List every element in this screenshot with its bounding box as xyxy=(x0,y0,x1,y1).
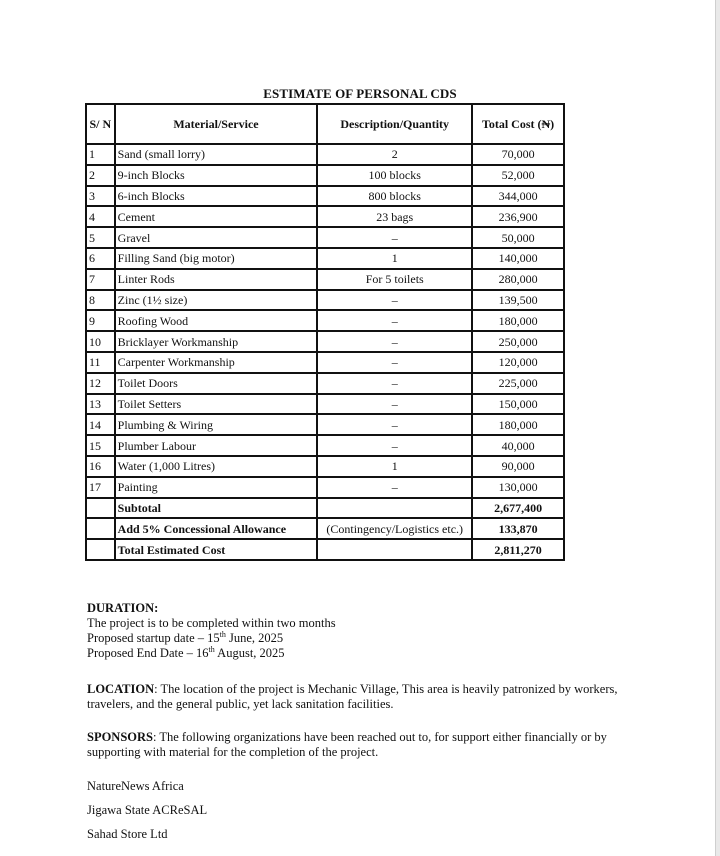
row-cost: 140,000 xyxy=(472,248,564,269)
location-heading: LOCATION xyxy=(87,682,155,696)
row-material: Carpenter Workmanship xyxy=(115,352,318,373)
row-description: 1 xyxy=(317,456,472,477)
row-sn: 10 xyxy=(86,331,115,352)
row-description: – xyxy=(317,227,472,248)
row-description: For 5 toilets xyxy=(317,269,472,290)
row-description: 800 blocks xyxy=(317,186,472,207)
row-description: – xyxy=(317,331,472,352)
table-body xyxy=(86,144,564,560)
table-row xyxy=(86,165,564,186)
row-cost: 52,000 xyxy=(472,165,564,186)
table-row xyxy=(86,206,564,227)
sponsors-section xyxy=(87,730,647,760)
row-material: Plumbing & Wiring xyxy=(115,414,318,435)
row-material: Linter Rods xyxy=(115,269,318,290)
sponsor-item: NatureNews Africa xyxy=(87,779,184,793)
row-material: Gravel xyxy=(115,227,318,248)
table-row xyxy=(86,394,564,415)
row-material: Painting xyxy=(115,477,318,498)
row-cost: 139,500 xyxy=(472,290,564,311)
table-row xyxy=(86,414,564,435)
table-row xyxy=(86,310,564,331)
row-sn: 7 xyxy=(86,269,115,290)
table-row xyxy=(86,373,564,394)
subtotal-desc-cell xyxy=(317,498,472,519)
row-sn: 1 xyxy=(86,144,115,165)
total-label: Total Estimated Cost xyxy=(115,539,318,560)
row-material: Water (1,000 Litres) xyxy=(115,456,318,477)
sponsor-item: Sahad Store Ltd xyxy=(87,827,168,841)
table-row xyxy=(86,477,564,498)
sponsors-heading: SPONSORS xyxy=(87,730,153,744)
location-section xyxy=(87,682,647,712)
table-row xyxy=(86,186,564,207)
row-description: – xyxy=(317,373,472,394)
row-sn: 2 xyxy=(86,165,115,186)
duration-heading: DURATION: xyxy=(87,601,159,615)
estimate-table xyxy=(85,103,565,561)
row-cost: 225,000 xyxy=(472,373,564,394)
total-row xyxy=(86,539,564,560)
duration-line: The project is to be completed within two months xyxy=(87,616,336,630)
row-material: Toilet Doors xyxy=(115,373,318,394)
start-date-line: Proposed startup date – 15th June, 2025 xyxy=(87,629,284,645)
header-cost: Total Cost (₦) xyxy=(472,104,564,144)
row-material: Bricklayer Workmanship xyxy=(115,331,318,352)
table-row xyxy=(86,352,564,373)
total-sn-cell xyxy=(86,539,115,560)
table-row xyxy=(86,269,564,290)
row-description: 100 blocks xyxy=(317,165,472,186)
table-row xyxy=(86,144,564,165)
row-sn: 12 xyxy=(86,373,115,394)
table-row xyxy=(86,456,564,477)
row-description: – xyxy=(317,414,472,435)
row-sn: 8 xyxy=(86,290,115,311)
header-material: Material/Service xyxy=(115,104,318,144)
sponsors-text: : The following organizations have been reached out to, for support either financially or by supporting with material for the completion of the project. xyxy=(87,730,607,759)
table-row xyxy=(86,435,564,456)
row-cost: 130,000 xyxy=(472,477,564,498)
row-cost: 180,000 xyxy=(472,414,564,435)
row-sn: 6 xyxy=(86,248,115,269)
allowance-sn-cell xyxy=(86,518,115,539)
row-sn: 3 xyxy=(86,186,115,207)
total-desc-cell xyxy=(317,539,472,560)
row-material: Zinc (1½ size) xyxy=(115,290,318,311)
row-material: 6-inch Blocks xyxy=(115,186,318,207)
allowance-label: Add 5% Concessional Allowance xyxy=(115,518,318,539)
row-cost: 250,000 xyxy=(472,331,564,352)
row-sn: 13 xyxy=(86,394,115,415)
row-sn: 9 xyxy=(86,310,115,331)
row-material: Cement xyxy=(115,206,318,227)
header-sn: S/ N xyxy=(86,104,115,144)
row-description: – xyxy=(317,310,472,331)
location-text: : The location of the project is Mechanic Village, This area is heavily patronized by workers, travelers, and the general public, yet lack sanitation facilities. xyxy=(87,682,618,711)
allowance-row xyxy=(86,518,564,539)
sponsor-item: Jigawa State ACReSAL xyxy=(87,803,208,817)
row-description: – xyxy=(317,435,472,456)
row-cost: 150,000 xyxy=(472,394,564,415)
table-header-row xyxy=(86,104,564,144)
row-cost: 280,000 xyxy=(472,269,564,290)
row-cost: 236,900 xyxy=(472,206,564,227)
row-description: 23 bags xyxy=(317,206,472,227)
row-description: 2 xyxy=(317,144,472,165)
table-row xyxy=(86,248,564,269)
row-description: – xyxy=(317,477,472,498)
row-cost: 90,000 xyxy=(472,456,564,477)
table-row xyxy=(86,290,564,311)
document-title: ESTIMATE OF PERSONAL CDS xyxy=(263,86,457,101)
row-sn: 17 xyxy=(86,477,115,498)
row-description: 1 xyxy=(317,248,472,269)
row-sn: 14 xyxy=(86,414,115,435)
row-description: – xyxy=(317,352,472,373)
duration-section xyxy=(87,601,647,661)
subtotal-row xyxy=(86,498,564,519)
table-row xyxy=(86,227,564,248)
row-material: Filling Sand (big motor) xyxy=(115,248,318,269)
row-cost: 40,000 xyxy=(472,435,564,456)
row-description: – xyxy=(317,290,472,311)
row-sn: 4 xyxy=(86,206,115,227)
row-material: 9-inch Blocks xyxy=(115,165,318,186)
row-cost: 120,000 xyxy=(472,352,564,373)
total-cost: 2,811,270 xyxy=(472,539,564,560)
row-cost: 50,000 xyxy=(472,227,564,248)
subtotal-label: Subtotal xyxy=(115,498,318,519)
row-sn: 15 xyxy=(86,435,115,456)
row-cost: 344,000 xyxy=(472,186,564,207)
row-material: Plumber Labour xyxy=(115,435,318,456)
row-material: Roofing Wood xyxy=(115,310,318,331)
subtotal-cost: 2,677,400 xyxy=(472,498,564,519)
row-sn: 16 xyxy=(86,456,115,477)
end-date-line: Proposed End Date – 16th August, 2025 xyxy=(87,644,285,660)
row-material: Sand (small lorry) xyxy=(115,144,318,165)
allowance-cost: 133,870 xyxy=(472,518,564,539)
header-description: Description/Quantity xyxy=(317,104,472,144)
row-sn: 5 xyxy=(86,227,115,248)
row-sn: 11 xyxy=(86,352,115,373)
row-description: – xyxy=(317,394,472,415)
row-cost: 70,000 xyxy=(472,144,564,165)
allowance-description: (Contingency/Logistics etc.) xyxy=(317,518,472,539)
row-cost: 180,000 xyxy=(472,310,564,331)
subtotal-sn-cell xyxy=(86,498,115,519)
table-row xyxy=(86,331,564,352)
row-material: Toilet Setters xyxy=(115,394,318,415)
